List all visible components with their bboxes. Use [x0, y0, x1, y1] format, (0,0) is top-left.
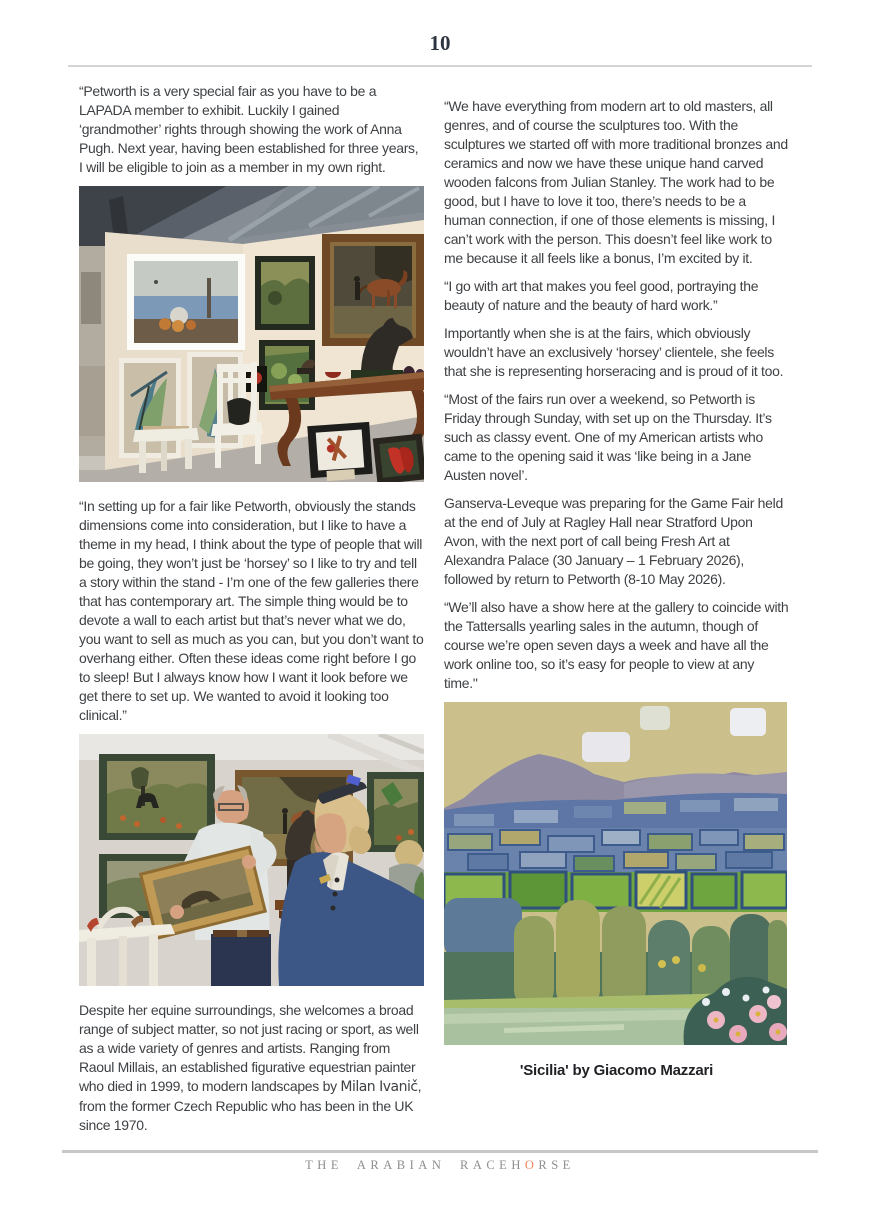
article-paragraph: “In setting up for a fair like Petworth, obviously the stands dimensions come into consideration, but I like to have a theme in my head, I think about the type of people that will be going, they won’t just be ‘horsey’ so I like to try and tell a story within the stand - I’m one of the few galleries there that has contemporary art. The simple thing would be to devote a wall to each artist but that’s never what we do, you want to sell as much as you can, but you don’t want to overhang either. Often these ideas come right before I go to sleep! But I always know how I want it look before we get there to set up. We wanted to avoid it looking too clinical.”	[79, 498, 424, 723]
article-paragraph: Importantly when she is at the fairs, which obviously wouldn’t have an exclusively ‘horsey’ clientele, she feels that she is representing horseracing and is proud of it too.	[444, 325, 784, 379]
white-stool	[133, 426, 199, 473]
article-paragraph: “I go with art that makes you feel good, portraying the beauty of nature and the beauty of hard work.”	[444, 278, 759, 313]
brand-accent-letter: O	[524, 1158, 539, 1172]
sicilia-painting-image	[444, 702, 789, 1045]
article-paragraph: “Petworth is a very special fair as you have to be a LAPADA member to exhibit. Luckily I gained ‘grandmother’ rights through showing the work of Anna Pugh. Next year, having been established for three years, I will be eligible to join as a member in my own right.	[79, 83, 419, 175]
gallery-visitors-photo	[79, 734, 424, 986]
right-column	[444, 97, 789, 1080]
magazine-brand	[0, 1158, 880, 1173]
brand-text: RSE	[538, 1158, 575, 1172]
article-paragraph: “Most of the fairs run over a weekend, so Petworth is Friday through Sunday, with set up on the Thursday. It’s such as classy event. One of my American artists who came to the opening said it was ‘like being in a Jane Austen novel’.	[444, 391, 772, 483]
footer-divider	[62, 1150, 818, 1153]
article-paragraph	[79, 1001, 424, 1135]
patchwork-fields	[444, 828, 787, 876]
article-paragraph: “We’ll also have a show here at the gallery to coincide with the Tattersalls yearling sales in the autumn, though of course we’re open seven days a week and have all the work online too, so it’s easy for people to view at any time."	[444, 599, 789, 691]
left-column	[79, 82, 424, 1144]
gallery-stand-photo	[79, 186, 424, 482]
paragraph-text: Despite her equine surroundings, she welcomes a broad range of subject matter, so not just racing or sport, as well as a wide variety of genres and artists. Ranging from Raoul Millais, an established figurative equestrian painter who died in 1999, to modern landscapes by	[79, 1002, 419, 1094]
article-paragraph: Ganserva-Leveque was preparing for the Game Fair held at the end of July at Ragley Hall near Stratford Upon Avon, with the next port of call being Fresh Art at Alexandra Palace (30 January – 1 February 2026), followed by return to Petworth (8-10 May 2026).	[444, 495, 783, 587]
article-paragraph: “We have everything from modern art to old masters, all genres, and of course the sculptures too. With the sculptures we started off with more traditional bronzes and ceramics and now we have these unique hand carved wooden falcons from Julian Stanley. The work had to be good, but I have to love it too, there’s needs to be a human connection, if one of those elements is missing, I can’t work with the person. This doesn’t feel like work to me because it all feels like a bonus, I’m excited by it.	[444, 98, 788, 266]
page-number: 10	[429, 31, 451, 55]
paragraph-text: , from the former Czech Republic who has been in the UK since 1970.	[79, 1078, 422, 1133]
painting-caption: 'Sicilia' by Giacomo Mazzari	[519, 1062, 714, 1079]
brand-text: THE ARABIAN RACEH	[305, 1158, 525, 1172]
header-divider	[68, 65, 812, 67]
seascape-painting	[127, 254, 245, 350]
horse-oil-painting	[322, 234, 424, 346]
artist-name: Milan Ivanič	[340, 1079, 418, 1095]
